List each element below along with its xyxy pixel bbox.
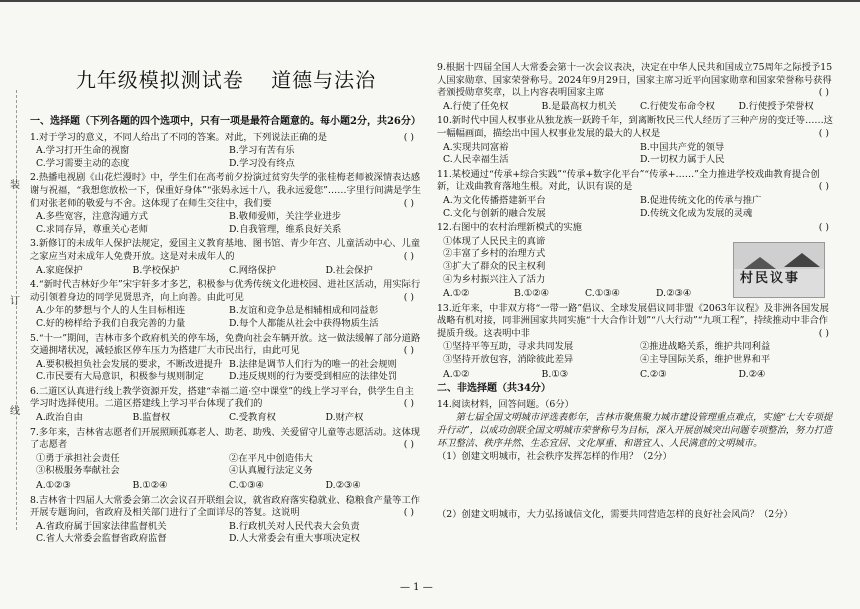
choice: C.②③ [640, 368, 667, 380]
option: A.少年的梦想与个人的人生目标相连 [36, 305, 186, 317]
choice: D.②③④ [325, 480, 361, 492]
sub-question: （1）创建文明城市，社会秩序发挥怎样的作用？（2分） [437, 451, 672, 463]
question-text: 4.“新时代吉林好少年”宋宇轩多才多艺，积极参与优秀传统文化进校园、进社区活动，用实际行动引领着身边的同学见贤思齐，向上向善。由此可见 [30, 279, 421, 303]
question-stem [30, 495, 422, 520]
choice-group [443, 288, 727, 301]
choice: B.①③ [541, 368, 568, 380]
option-group [443, 142, 837, 167]
choice: A.①②③ [36, 480, 71, 492]
option: D.财产权 [325, 412, 364, 424]
option: ③扩大了群众的民主权利 [443, 260, 546, 272]
option: B.敬师爱师，关注学业进步 [229, 211, 342, 223]
answer-bracket: ( ) [403, 291, 414, 303]
binding-char: 线 [10, 406, 20, 417]
option: D.自我管理，维系良好关系 [229, 223, 342, 235]
binding-char: 订 [10, 296, 20, 307]
question-stem [30, 172, 422, 210]
choice: C.①③④ [229, 480, 264, 492]
option: C.好的榜样给予我们自我完善的力量 [36, 317, 186, 329]
option: B.是最高权力机关 [541, 100, 617, 112]
question-stem [30, 333, 422, 358]
option-group [36, 453, 422, 478]
question-stem [437, 303, 837, 341]
answer-bracket: ( ) [403, 439, 414, 451]
option: C.人民幸福生活 [443, 154, 509, 166]
option: B.学校保护 [132, 264, 180, 276]
answer-bracket: ( ) [403, 507, 414, 519]
option: B.中国共产党的领导 [640, 141, 725, 153]
choice: D.②③④ [656, 288, 692, 300]
question-stem [437, 115, 837, 140]
option: ①勇于承担社会责任 [36, 452, 120, 464]
option: A.政治自由 [36, 412, 83, 424]
top-border [0, 0, 860, 2]
section-heading: 一、选择题（下列各题的四个选项中，只有一项是最符合题意的。每小题2分，共26分） [30, 116, 421, 127]
option-group [443, 195, 837, 220]
question-stem: 14.阅读材料，回答问题。（6分） [437, 398, 574, 410]
option: C.网络保护 [229, 264, 276, 276]
binding-char: 装 [10, 180, 20, 191]
option: ②在平凡中创造伟大 [229, 452, 313, 464]
choice: A.①② [443, 368, 470, 380]
option: B.监督权 [132, 412, 171, 424]
option-group [36, 305, 422, 330]
option-group [36, 211, 422, 236]
answer-bracket: ( ) [818, 87, 829, 99]
option-group [36, 265, 422, 278]
question-text: 1.对于学习的意义，不同人给出了不同的答案。对此，下列说法正确的是 [30, 131, 328, 143]
choice-group [36, 480, 422, 493]
answer-space[interactable] [437, 465, 837, 509]
answer-bracket: ( ) [403, 131, 414, 143]
option: A.行使了任免权 [443, 100, 509, 112]
section-heading: 二、非选择题（共34分） [437, 383, 551, 395]
question-stem [30, 427, 422, 452]
title-exam: 九年级模拟测试卷 [75, 68, 244, 92]
question-stem [437, 169, 837, 194]
question-text: 5.“十一”期间，吉林市多个政府机关的停车场，免费向社会车辆开放。这一做法缓解了部分道路交通拥堵状况，减轻旅区停车压力为搭建厂大市民出行，由此可见 [30, 332, 421, 357]
image-roof [744, 257, 776, 269]
option-group [36, 521, 422, 546]
option: C.文化与创新的融合发展 [443, 207, 546, 219]
option: A.实现共同富裕 [443, 141, 509, 153]
option: ①体现了人民民主的真谛 [443, 235, 546, 247]
village-image [733, 242, 825, 298]
option: A.省政府属于国家法律监督机关 [36, 520, 167, 532]
question-text: 7.多年来，吉林省志愿者们开展照顾孤寡老人、助老、助残、关爱留守儿童等志愿活动。这体现了志愿者 [30, 426, 421, 451]
option: C.市民要有大局意识，积极参与规则制定 [36, 371, 204, 383]
option: D.社会保护 [325, 264, 373, 276]
option: ③坚持开放包容，消除彼此差异 [443, 354, 574, 366]
left-column [30, 58, 422, 548]
answer-bracket: ( ) [403, 250, 414, 262]
answer-bracket: ( ) [403, 398, 414, 410]
option: A.为文化传播搭建新平台 [443, 194, 546, 206]
binding-line [16, 90, 17, 530]
question-text: 13.近年来，中非双方将“一带一路”倡议、全球发展倡议同非盟《2063年议程》及非洲各国发展战略有机对接，同非洲国家共同实施“十大合作计划”“八大行动”“九项工程”，持续推动中非合作提质升级。这表明中非 [437, 302, 829, 339]
option: C.求同存异，尊重关心老师 [36, 223, 149, 235]
option: B.促进传统文化的传承与推广 [640, 194, 762, 206]
option: A.家庭保护 [36, 264, 83, 276]
question-stem [30, 132, 422, 145]
option: B.学习有苦有乐 [229, 145, 295, 157]
option-group [36, 359, 422, 384]
question-text: 10.新时代中国人权事业从独龙族一跃跨千年，到离断牧民三代人经历了三种产房的变迁等……这一幅幅画面，描绘出中国人权事业发展的最大的人权是 [437, 115, 833, 139]
option: C.省人大常委会监督省政府监督 [36, 533, 167, 545]
sub-question: （2）创建文明城市，大力弘扬诚信文化，需要共同营造怎样的良好社会风尚？（2分） [437, 508, 793, 520]
option: D.行使授予荣誉权 [738, 100, 814, 112]
question-stem [30, 238, 422, 263]
answer-bracket: ( ) [818, 327, 829, 339]
choice: B.①②④ [514, 288, 549, 300]
option: D.每个人都能从社会中获得物质生活 [229, 317, 379, 329]
choice-group [443, 369, 837, 382]
page-number: — 1 — [400, 582, 433, 593]
option: D.学习没有终点 [229, 157, 295, 169]
material-text: 第七届全国文明城市评选表彰年，吉林市聚焦聚力城市建设管理重点难点，实施“七大专项提升行动”，以成功创联全国文明城市荣誉称号为目标，深入开展创城突出问题专项整治，努力打造环卫整洁、秩序井然、生态宜居、文化厚重、和谐宜人、人民满意的文明城市。 [437, 412, 833, 449]
option: ④认真履行法定义务 [229, 465, 313, 477]
option: ①坚持平等互助，寻求共同发展 [443, 341, 574, 353]
option: C.受教育权 [229, 412, 276, 424]
answer-bracket: ( ) [403, 197, 414, 209]
choice: A.①② [443, 288, 470, 300]
option-group [443, 101, 837, 114]
option: A.多些宽容，注意沟通方式 [36, 211, 148, 223]
option: D.人大常委会有重大事项决定权 [229, 533, 360, 545]
option: ④为乡村振兴注入了活力 [443, 273, 546, 285]
option-group [36, 412, 422, 425]
option: ②推进战略关系，维护共同利益 [640, 341, 771, 353]
option: B.法律是调节人们行为的唯一的社会规则 [229, 358, 397, 370]
question-text: 3.新修订的未成年人保护法规定，爱国主义教育基地、图书馆、青少年宫、儿童活动中心、儿童之家应当对未成年人免费开放。这是对未成年人的 [30, 238, 421, 262]
option: D.一切权力属于人民 [640, 154, 725, 166]
option: A.要积极担负社会发展的要求，不断改进提升 [36, 358, 223, 370]
choice: D.②④ [738, 368, 766, 380]
option: D.传统文化成为发展的灵魂 [640, 207, 753, 219]
question-text: 9.根据十四届全国人大常委会第十一次会议表决，决定在中华人民共和国成立75周年之际授予15人国家勋章、国家荣誉称号。2024年9月29日，国家主席习近平向国家勋章和国家荣誉称号获得者颁授勋章奖章，以上内容表明国家主席 [437, 62, 833, 99]
page-title [30, 68, 422, 92]
option: C.行使发布命令权 [640, 100, 715, 112]
image-roof [784, 253, 820, 267]
question-text: 8.吉林省十四届人大常委会第二次会议召开联组会议，就省政府落实稳就业、稳粮食产量等工作开展专题询问，省政府及相关部门进行了全面详尽的答复。这说明 [30, 494, 421, 519]
right-column [437, 62, 837, 522]
answer-bracket: ( ) [818, 127, 829, 139]
question-list [437, 62, 837, 381]
option-group [36, 145, 422, 170]
answer-bracket: ( ) [818, 181, 829, 193]
title-subject: 道德与法治 [271, 68, 377, 92]
option: ③积极服务奉献社会 [36, 465, 120, 477]
choice: B.①②④ [132, 480, 168, 492]
question-stem [437, 222, 837, 235]
question-text: 11.某校通过“传承+综合实践”“传承+数字化平台”“传承+……”全力推进学校戏曲教育提合创新，让戏曲教育落地生根。对此，认识有误的是 [437, 168, 820, 193]
image-sign: 村民议事 [740, 270, 801, 286]
option-group [443, 341, 837, 366]
question-stem [30, 386, 422, 411]
question-text: 2.热播电视剧《山花烂漫时》中，学生们在高考前夕扮演过贫穷失学的张桂梅老师被深情表达感谢与祝福，“我想您放松一下，保重好身体”“张妈永远十八，我永远爱您”……字里行间满是学生们对张老师的敬爱与不舍。这体现了在师生交往中，我们要 [30, 172, 421, 209]
question-list [30, 132, 422, 546]
question-stem [437, 62, 837, 100]
choice: C.①③④ [585, 288, 620, 300]
option: B.行政机关对人民代表大会负责 [229, 520, 360, 532]
option: C.学习需要主动的态度 [36, 157, 130, 169]
question-stem [30, 279, 422, 304]
option: ②丰富了乡村的治理方式 [443, 248, 546, 260]
option: D.违反规则的行为要受到相应的法律处罚 [229, 371, 398, 383]
option: B.友谊和竞争总是相辅相成和同益彰 [229, 305, 379, 317]
answer-bracket: ( ) [403, 345, 414, 357]
answer-bracket: ( ) [818, 222, 829, 234]
question-text: 6.二道区认真进行线上教学资源开发，搭建“幸福二道·空中课堂”的线上学习平台，供学生自主学习时选择使用。二道区搭建线上学习平台体现了我们的 [30, 385, 414, 410]
question-text: 12.右图中的农村治理新模式的实施 [437, 222, 582, 234]
option: ④主导国际关系，维护世界和平 [640, 354, 771, 366]
option: A.学习打开生命的视窗 [36, 145, 130, 157]
